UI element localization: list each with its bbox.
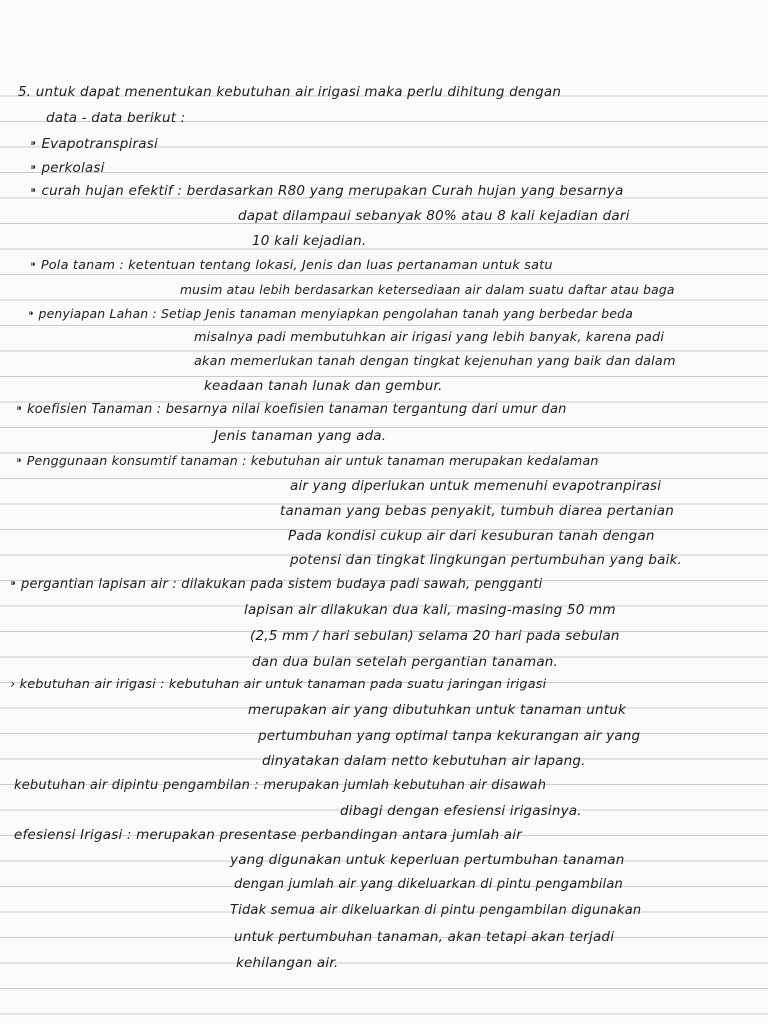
note-line: ⁍ Evapotranspirasi — [30, 136, 158, 152]
note-line: lapisan air dilakukan dua kali, masing-masing 50 mm — [244, 602, 616, 618]
note-line: ⁍ koefisien Tanaman : besarnya nilai koefisien tanaman tergantung dari umur dan — [16, 402, 567, 417]
note-line: ⁍ curah hujan efektif : berdasarkan R80 yang merupakan Curah hujan yang besarnya — [30, 183, 624, 199]
note-line: ⁍ penyiapan Lahan : Setiap Jenis tanaman menyiapkan pengolahan tanah yang berbedar beda — [28, 306, 634, 321]
note-line: pertumbuhan yang optimal tanpa kekurangan air yang — [258, 728, 641, 744]
note-line: kebutuhan air dipintu pengambilan : merupakan jumlah kebutuhan air disawah — [14, 778, 547, 793]
note-line: untuk pertumbuhan tanaman, akan tetapi akan terjadi — [234, 929, 615, 945]
note-line: ⁍ perkolasi — [30, 160, 105, 176]
note-line: dapat dilampaui sebanyak 80% atau 8 kali kejadian dari — [238, 208, 630, 224]
note-line: Tidak semua air dikeluarkan di pintu pengambilan digunakan — [230, 903, 642, 918]
note-line: musim atau lebih berdasarkan ketersediaan air dalam suatu daftar atau baga — [180, 283, 675, 297]
note-line: merupakan air yang dibutuhkan untuk tanaman untuk — [248, 702, 626, 718]
note-line: kehilangan air. — [236, 955, 339, 971]
note-line: dan dua bulan setelah pergantian tanaman. — [252, 654, 559, 670]
note-line: misalnya padi membutuhkan air irigasi yang lebih banyak, karena padi — [194, 330, 665, 345]
note-line: data - data berikut : — [46, 110, 186, 126]
note-line: ⁍ Penggunaan konsumtif tanaman : kebutuhan air untuk tanaman merupakan kedalaman — [16, 453, 599, 468]
note-line: keadaan tanah lunak dan gembur. — [204, 378, 443, 394]
note-line: 10 kali kejadian. — [252, 233, 367, 249]
note-line: › kebutuhan air irigasi : kebutuhan air untuk tanaman pada suatu jaringan irigasi — [10, 677, 547, 692]
note-line: (2,5 mm / hari sebulan) selama 20 hari pada sebulan — [250, 628, 620, 644]
note-line: potensi dan tingkat lingkungan pertumbuhan yang baik. — [290, 552, 683, 568]
note-line: dibagi dengan efesiensi irigasinya. — [340, 803, 582, 819]
note-line: akan memerlukan tanah dengan tingkat kejenuhan yang baik dan dalam — [194, 354, 676, 369]
note-line: dinyatakan dalam netto kebutuhan air lapang. — [262, 753, 586, 769]
note-line: tanaman yang bebas penyakit, tumbuh diarea pertanian — [280, 503, 675, 519]
note-line: ⁍ Pola tanam : ketentuan tentang lokasi, Jenis dan luas pertanaman untuk satu — [30, 258, 553, 273]
note-line: air yang diperlukan untuk memenuhi evapotranpirasi — [290, 478, 662, 494]
note-line: efesiensi Irigasi : merupakan presentase perbandingan antara jumlah air — [14, 827, 522, 843]
page-top-margin — [0, 0, 768, 71]
note-line: dengan jumlah air yang dikeluarkan di pintu pengambilan — [234, 877, 623, 892]
note-line: Pada kondisi cukup air dari kesuburan tanah dengan — [288, 528, 655, 544]
note-line: 5. untuk dapat menentukan kebutuhan air irigasi maka perlu dihitung dengan — [18, 84, 562, 100]
note-line: ⁍ pergantian lapisan air : dilakukan pada sistem budaya padi sawah, pengganti — [10, 577, 543, 592]
note-line: Jenis tanaman yang ada. — [214, 428, 387, 444]
note-line: yang digunakan untuk keperluan pertumbuhan tanaman — [230, 852, 625, 868]
